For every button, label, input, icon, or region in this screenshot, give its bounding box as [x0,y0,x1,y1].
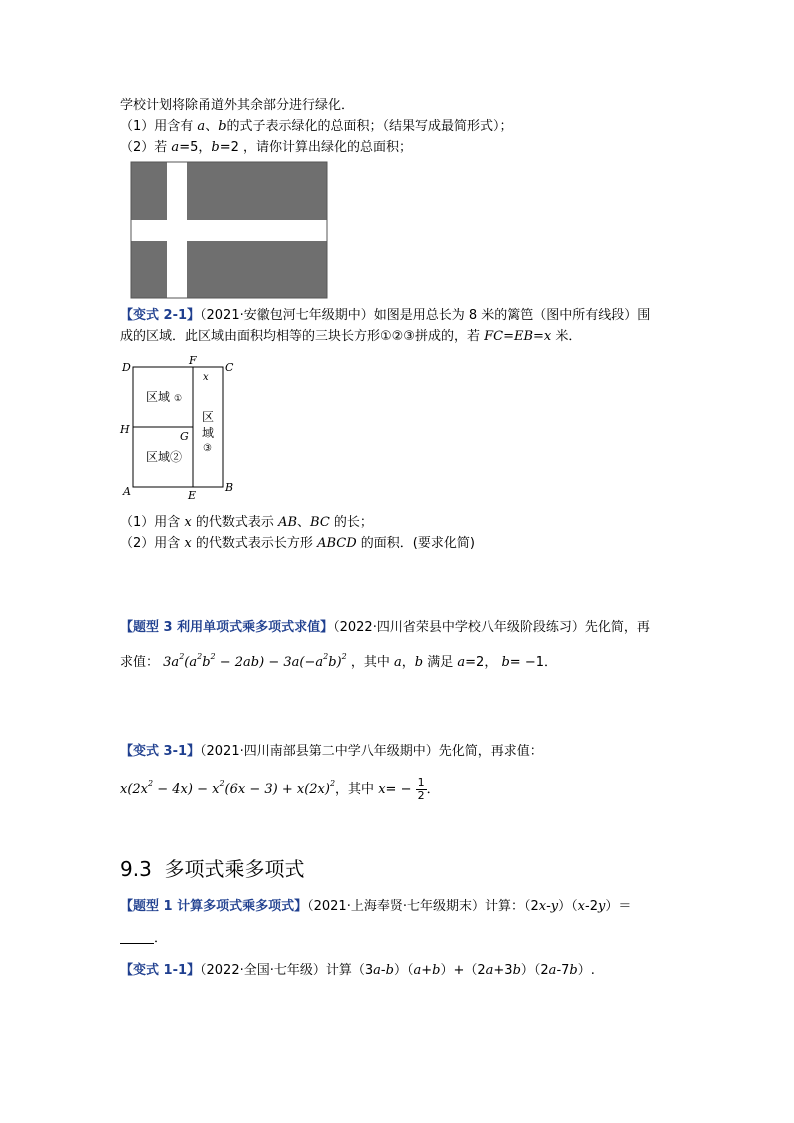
answer-blank[interactable] [120,931,154,944]
question-1: （1）用含有 a、b的式子表示绿化的总面积；（结果写成最简形式）； [120,119,513,134]
label-a: A [123,485,131,498]
label-f: F [189,355,197,367]
variant-2-1-line1: 【变式 2-1】（2021·安徽包河七年级期中）如图是用总长为 8 米的篱笆（图中所有线段）围 [120,308,651,323]
region-2-label: 区域② [146,450,183,464]
type-3-line1: 【题型 3 利用单项式乘多项式求值】（2022·四川省荣县中学校八年级阶段练习）先化简，再 [120,620,650,635]
variant-2-1-line2: 成的区域．此区域由面积均相等的三块长方形①②③拼成的，若 FC=EB=x 米． [120,329,582,344]
variant-1-1-line: 【变式 1-1】（2022·全国·七年级）计算（3a-b）（a+b）+（2a+3b）（2a-7b）. [120,963,595,978]
type-1-line2: ． [120,930,167,948]
label-x: x [203,372,209,383]
label-e: E [188,489,197,502]
region-1-number: ① [174,394,183,404]
intro-text: 学校计划将除甬道外其余部分进行绿化． [120,98,355,113]
region-3-char2: 域 [202,426,215,440]
greenery-figure [130,161,328,299]
fraction: $\frac{1}{2}$ [417,776,425,802]
label-b: B [225,481,234,494]
label-h: H [120,423,130,436]
region-3-number: ③ [203,443,212,454]
variant-2-1-q2: （2）用含 x 的代数式表示长方形 ABCD 的面积．(要求化简) [120,536,475,551]
type-3-expression: $3a^2(a^2b^2 - 2ab) - 3a(-a^2b)^2$ [163,652,347,670]
question-2: （2）若 a=5，b=2 ，请你计算出绿化的总面积； [120,140,412,155]
region-1-label: 区域 [146,390,171,404]
type-3-line2: 求值： $3a^2(a^2b^2 - 2ab) - 3a(-a^2b)^2$ ，其中 a，b 满足 a=2， b= −1． [120,652,557,670]
label-d: D [122,361,131,374]
label-g: G [180,430,189,443]
region-3-char1: 区 [202,410,215,424]
section-heading: 9.3 多项式乘多项式 [120,857,305,881]
variant-3-1-expression: $x(2x^2 - 4x) - x^2(6x - 3) + x(2x)^2$ [120,779,336,797]
type-1-line1: 【题型 1 计算多项式乘多项式】（2021·上海奉贤·七年级期末）计算：（2x-y）（x-2y）＝ [120,899,632,914]
fence-diagram [118,355,248,503]
variant-3-1-line1: 【变式 3-1】（2021·四川南部县第二中学八年级期中）先化简，再求值： [120,744,543,759]
horizontal-path [131,220,327,241]
variant-2-1-q1: （1）用含 x 的代数式表示 AB、BC 的长； [120,515,373,530]
label-c: C [225,361,234,374]
variant-3-1-line2: $x(2x^2 - 4x) - x^2(6x - 3) + x(2x)^2$，其中 x= − $\frac{1}{2}$ ． [120,776,440,802]
